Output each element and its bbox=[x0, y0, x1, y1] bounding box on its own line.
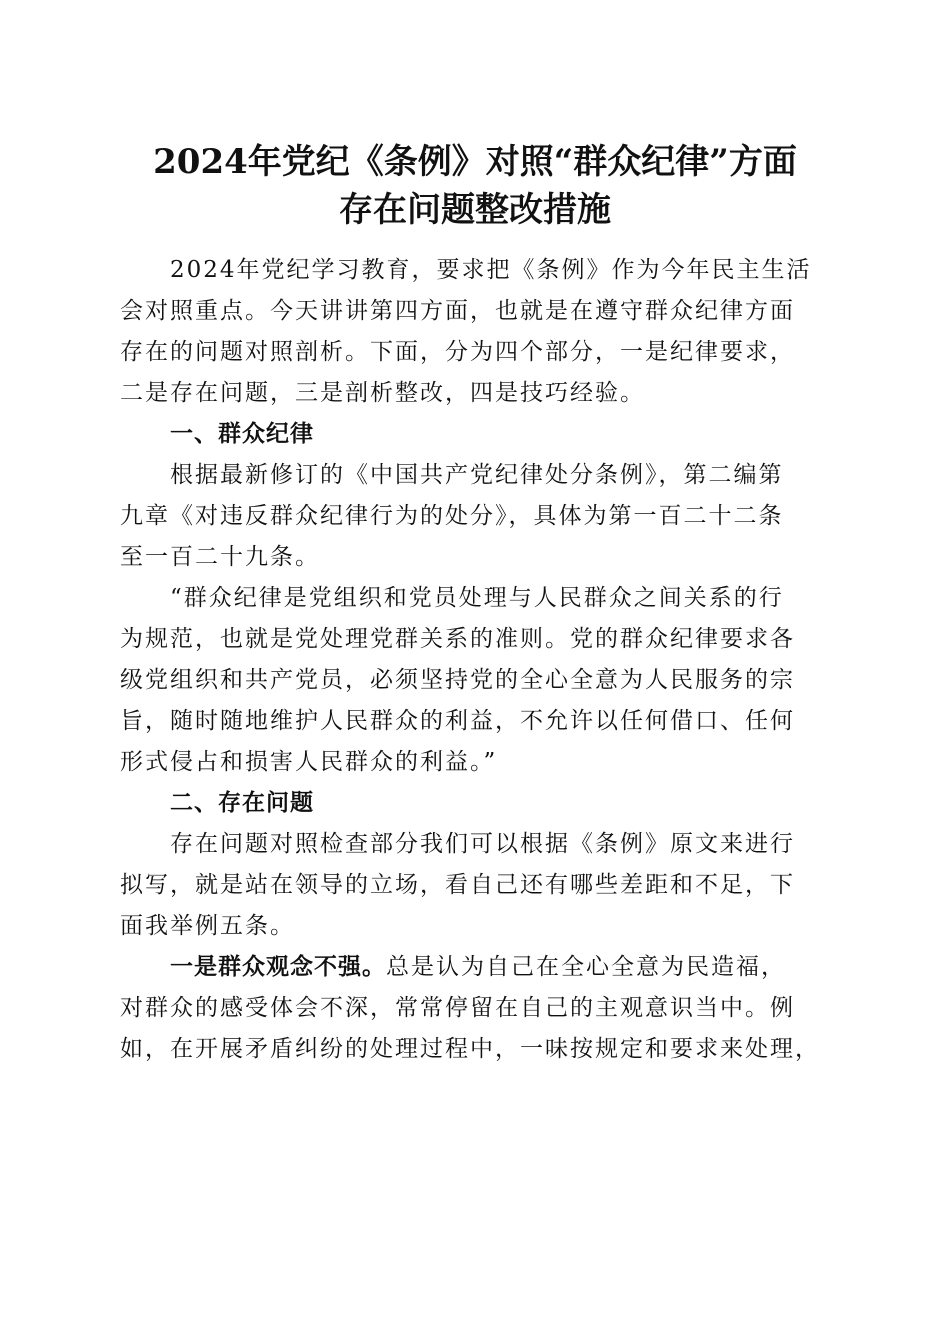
item1-paragraph bbox=[120, 947, 830, 1070]
paragraph-line: “群众纪律是党组织和党员处理与人民群众之间关系的行 bbox=[170, 585, 784, 611]
paragraph-line: 会对照重点。今天讲讲第四方面，也就是在遵守群众纪律方面 bbox=[120, 298, 795, 324]
section-heading-1: 一、群众纪律 bbox=[170, 421, 314, 447]
item1-first-text: 总是认为自己在全心全意为民造福， bbox=[386, 954, 786, 980]
section2-paragraph bbox=[120, 824, 830, 947]
paragraph-line: 存在的问题对照剖析。下面，分为四个部分，一是纪律要求， bbox=[120, 339, 795, 365]
paragraph-line: 二是存在问题，三是剖析整改，四是技巧经验。 bbox=[120, 380, 645, 406]
section1-paragraph bbox=[120, 455, 830, 578]
title-line-1: 2024年党纪《条例》对照“群众纪律”方面 bbox=[153, 142, 797, 182]
document-body bbox=[120, 250, 830, 1070]
paragraph-line: 如，在开展矛盾纠纷的处理过程中，一味按规定和要求来处理， bbox=[120, 1036, 820, 1062]
section1-quote bbox=[120, 578, 830, 783]
paragraph-line: 拟写，就是站在领导的立场，看自己还有哪些差距和不足，下 bbox=[120, 872, 795, 898]
paragraph-line: 为规范，也就是党处理党群关系的准则。党的群众纪律要求各 bbox=[120, 626, 795, 652]
document-title bbox=[60, 138, 890, 234]
paragraph-line: 旨，随时随地维护人民群众的利益，不允许以任何借口、任何 bbox=[120, 708, 795, 734]
title-line-2: 存在问题整改措施 bbox=[339, 190, 611, 230]
paragraph-line: 级党组织和共产党员，必须坚持党的全心全意为人民服务的宗 bbox=[120, 667, 795, 693]
paragraph-line: 九章《对违反群众纪律行为的处分》，具体为第一百二十二条 bbox=[120, 503, 784, 529]
paragraph-line: 根据最新修订的《中国共产党纪律处分条例》，第二编第 bbox=[170, 462, 784, 488]
item1-lead: 一是群众观念不强。 bbox=[170, 954, 386, 980]
paragraph-line: 存在问题对照检查部分我们可以根据《条例》原文来进行 bbox=[170, 831, 795, 857]
paragraph-line bbox=[120, 947, 830, 988]
paragraph-line: 形式侵占和损害人民群众的利益。” bbox=[120, 749, 498, 775]
paragraph-line: 面我举例五条。 bbox=[120, 913, 295, 939]
paragraph-line: 2024年党纪学习教育，要求把《条例》作为今年民主生活 bbox=[170, 257, 812, 283]
paragraph-line: 至一百二十九条。 bbox=[120, 544, 320, 570]
intro-paragraph bbox=[120, 250, 830, 414]
section-heading-2: 二、存在问题 bbox=[170, 790, 314, 816]
paragraph-line: 对群众的感受体会不深，常常停留在自己的主观意识当中。例 bbox=[120, 995, 795, 1021]
